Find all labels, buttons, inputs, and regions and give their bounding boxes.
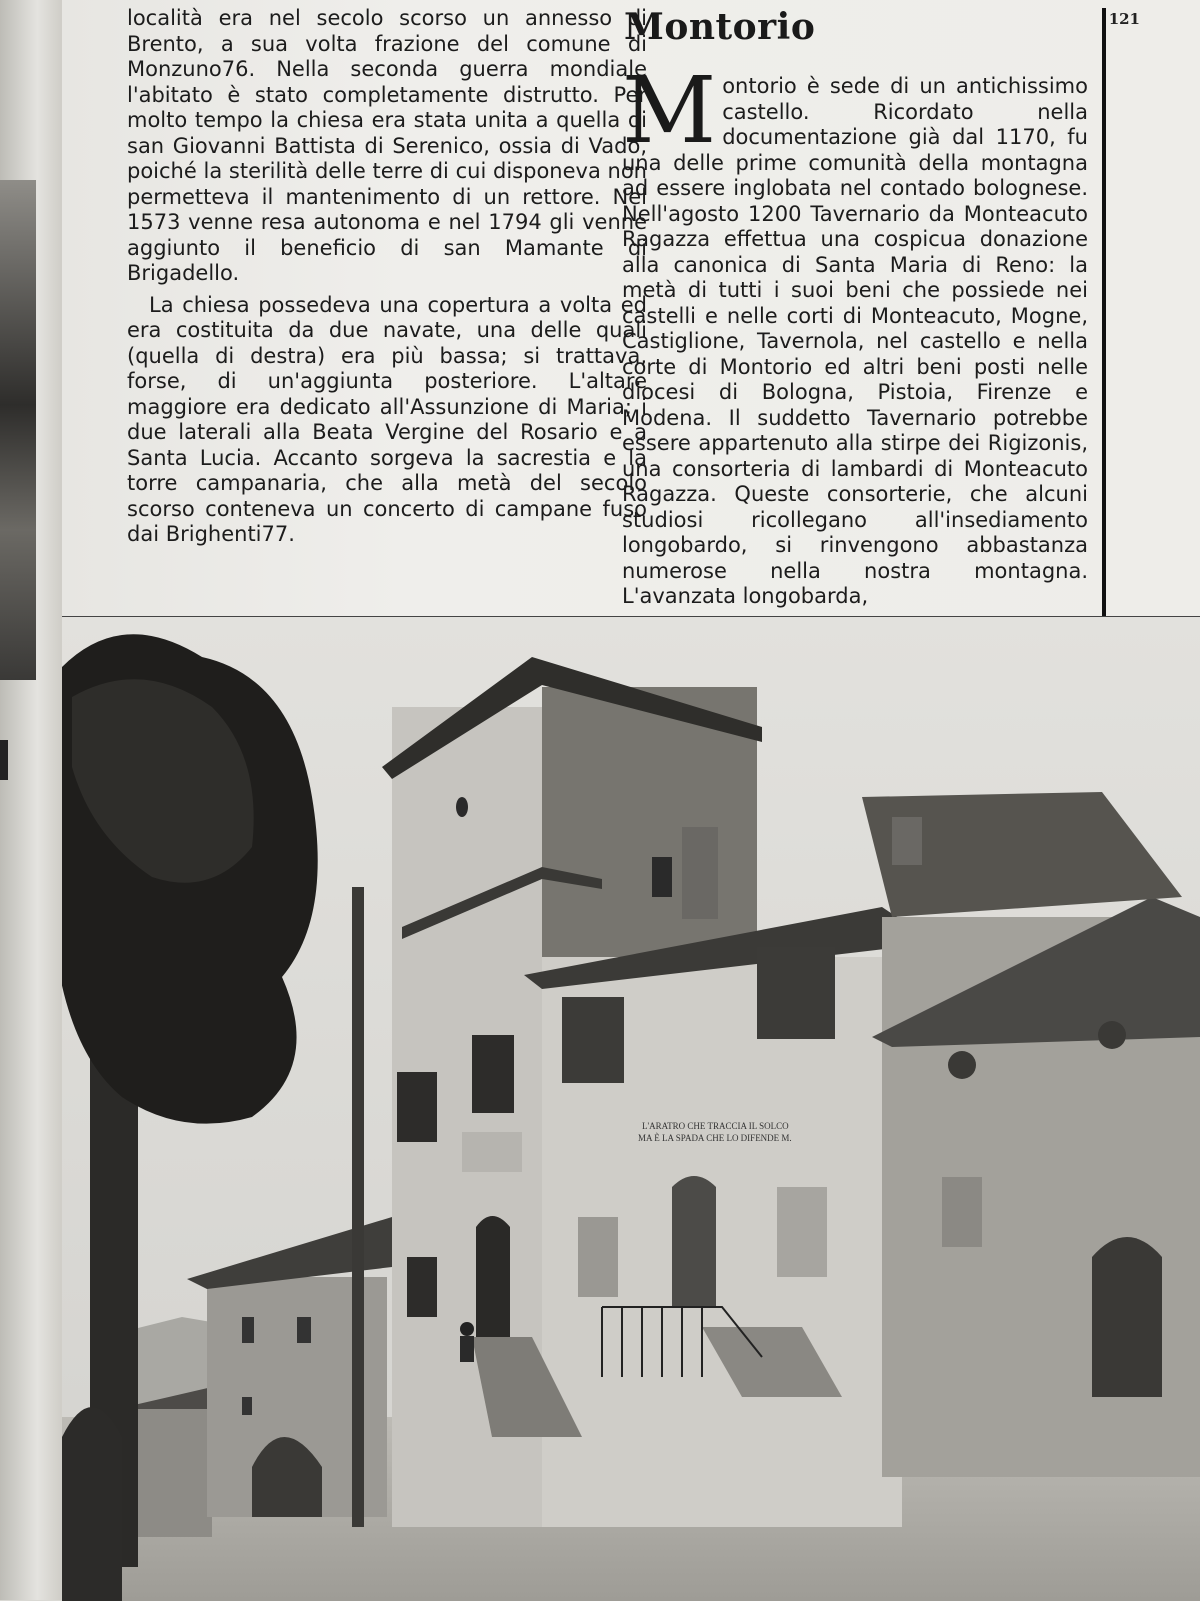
window: [562, 997, 624, 1083]
tower-door: [476, 1216, 510, 1357]
right-building: [862, 792, 1200, 1477]
window: [472, 1035, 514, 1113]
arched-door: [672, 1176, 716, 1307]
bushes: [62, 1407, 122, 1601]
page-number: 121: [1108, 10, 1140, 28]
window: [757, 947, 835, 1039]
photo-illustration: [62, 617, 1200, 1601]
book-page: [62, 0, 1200, 1600]
right-paragraph: ontorio è sede di un antichissimo castello. Ricordato nella documentazione già dal 1170, fu una delle prime comunità della montagna ad essere inglobata nel contado bolognese. Nell'agosto 1200 Tavernario da Monteacuto Ragazza effettua una cospicua donazione alla canonica di Santa Maria di Reno: la metà di tutti i suoi beni che possiede nei castelli e nelle corti di Monteacuto, Mogne, Castiglione, Tavernola, nel castello e nella corte di Montorio ed altri beni posti nelle diocesi di Bologna, Pistoia, Firenze e Modena. Il suddetto Tavernario potrebbe essere appartenuto alla stirpe dei Rigizonis, una consorteria di lambardi di Monteacuto Ragazza. Queste consorterie, che alcuni studiosi ricollegano all'insediamento longobardo, si rinvengono abbastanza numerose nella nostra montagna. L'avanzata longobarda,: [622, 74, 1088, 608]
plaque: [462, 1132, 522, 1172]
window: [777, 1187, 827, 1277]
inscription-line-1: L'ARATRO CHE TRACCIA IL SOLCO: [642, 1121, 789, 1131]
historic-photo-montorio: [62, 616, 1200, 1601]
inscription-line-2: MA È LA SPADA CHE LO DIFENDE M.: [638, 1133, 792, 1143]
left-text-column: [127, 6, 647, 548]
left-paragraph-1: località era nel secolo scorso un annesso di Brento, a sua volta frazione del comune di Monzuno76. Nella seconda guerra mondiale l'abitato è stato completamente distrutto. Per molto tempo la chiesa era stata unita a quella di san Giovanni Battista di Serenico, ossia di Vado, poiché la sterilità delle terre di cui disponeva non permetteva il mantenimento di un rettore. Nel 1573 venne resa autonoma e nel 1794 gli venne aggiunto il beneficio di san Mamante di Brigadello.: [127, 6, 647, 285]
right-door: [1092, 1237, 1162, 1397]
left-paragraph-2: La chiesa possedeva una copertura a volta ed era costituita da due navate, una delle quali (quella di destra) era più bassa; si trattava, forse, di un'aggiunta posteriore. L'altare maggiore era dedicato all'Assunzione di Maria; i due laterali alla Beata Vergine del Rosario e a Santa Lucia. Accanto sorgeva la sacrestia e la torre campanaria, che alla metà del secolo scorso conteneva un concerto di campane fuso dai Brighenti77.: [127, 292, 647, 546]
seated-person: [460, 1322, 474, 1362]
window: [407, 1257, 437, 1317]
section-title: Montorio: [624, 6, 816, 48]
utility-pole: [352, 887, 364, 1527]
window: [942, 1177, 982, 1247]
previous-page-mark: [0, 740, 8, 780]
window: [397, 1072, 437, 1142]
window: [578, 1217, 618, 1297]
previous-page-edge: [0, 0, 63, 1600]
drop-cap: M: [622, 57, 717, 164]
previous-page-photo-edge: [0, 180, 36, 680]
right-text-column: [622, 57, 1088, 610]
